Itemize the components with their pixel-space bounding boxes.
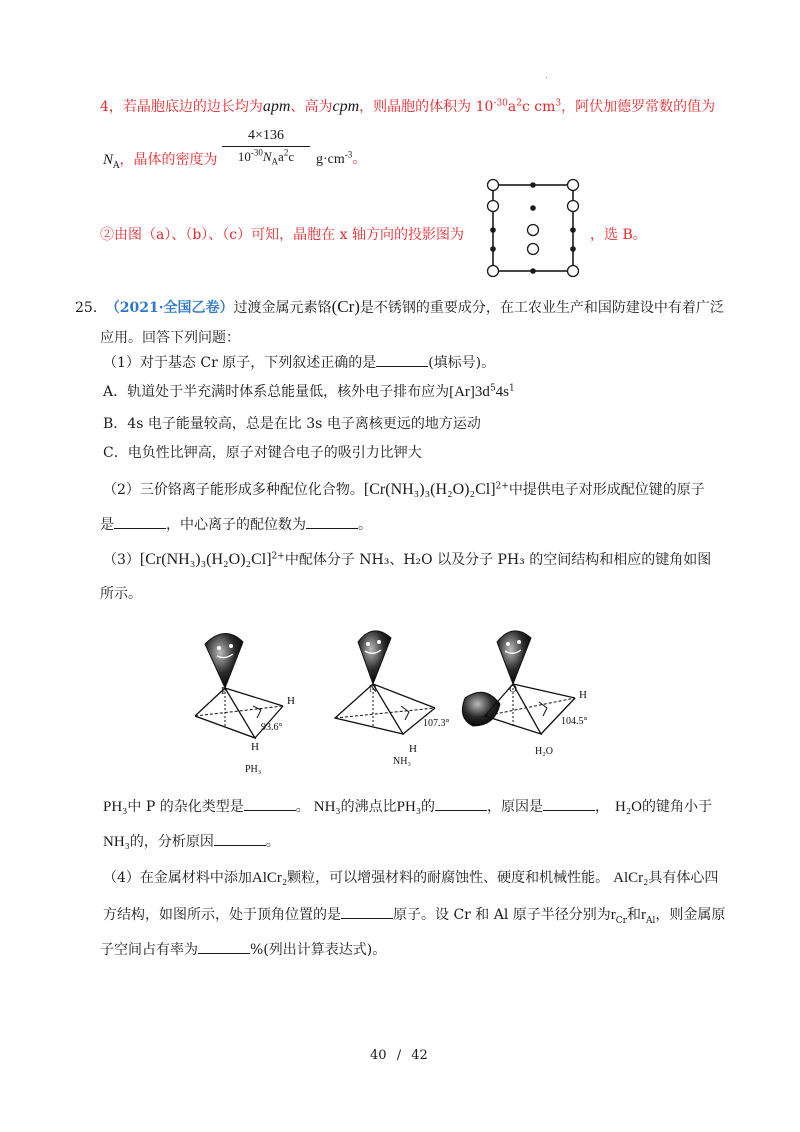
label-h-ph3-right: H bbox=[287, 695, 295, 707]
rcr-sub: Cr bbox=[615, 915, 627, 926]
label-p: P bbox=[221, 685, 228, 697]
p3q-k: 的键角小于 bbox=[641, 799, 712, 815]
p3q-i: ， bbox=[595, 799, 610, 815]
q25-source: （2021·全国乙卷） bbox=[105, 300, 234, 316]
complex-charge-2: 2+ bbox=[271, 551, 285, 562]
p2-blank1[interactable] bbox=[114, 515, 166, 529]
p4-blank1[interactable] bbox=[341, 905, 393, 919]
h2o-structure bbox=[462, 631, 575, 734]
label-h-h2o: H bbox=[579, 689, 587, 701]
den-d: c bbox=[288, 149, 295, 164]
item4-sep: 、高为 bbox=[290, 99, 333, 115]
p2-b: 中提供电子对形成配位键的原子 bbox=[508, 482, 705, 498]
a-exp: 2 bbox=[516, 98, 522, 109]
item2-end: ，选 B。 bbox=[590, 227, 647, 243]
alcr-formula: AlCr₂ bbox=[251, 870, 288, 886]
option-a-e1: 5 bbox=[489, 383, 496, 394]
option-a bbox=[103, 382, 515, 402]
label-ph3: PH₃ bbox=[245, 764, 262, 775]
p3q-c: 。 bbox=[295, 799, 310, 815]
molecule-figure bbox=[195, 626, 605, 776]
p3q-a: PH₃ bbox=[103, 799, 128, 815]
p4-c: 具有体心四 bbox=[648, 870, 719, 886]
p3q-g: 的 bbox=[421, 799, 436, 815]
option-c: C．电负性比钾高，原子对键合电子的吸引力比钾大 bbox=[103, 445, 422, 461]
c-cm: c cm bbox=[522, 99, 556, 115]
q25-stem-c: 应用。回答下列问题： bbox=[100, 330, 240, 346]
cm-exp: 3 bbox=[555, 98, 562, 109]
page-number bbox=[370, 1048, 428, 1063]
den-exp: -30 bbox=[250, 147, 263, 158]
projection-diagram bbox=[484, 177, 584, 279]
p4-blank2[interactable] bbox=[198, 940, 250, 954]
density-unit bbox=[316, 150, 366, 170]
p2-d: ，中心离子的配位数为 bbox=[166, 517, 306, 533]
den-b: N bbox=[262, 149, 272, 164]
q25-part3-q2 bbox=[103, 832, 280, 852]
q25-number: 25. bbox=[75, 300, 98, 316]
label-h2o: H₂O bbox=[535, 746, 553, 757]
item2-text-body: ②由图（a）、（b）、（c）可知，晶胞在 x 轴方向的投影图为 bbox=[100, 227, 464, 243]
option-a-cfg2: 4s bbox=[495, 384, 510, 400]
item4-mid: ，则晶胞的体积为 10 bbox=[359, 99, 494, 115]
label-angle-h2o: 104.5° bbox=[561, 716, 588, 727]
option-a-e2: 1 bbox=[509, 383, 515, 394]
p4-d: 方结构，如图所示，处于顶角位置的是 bbox=[103, 907, 341, 923]
q25-part2 bbox=[103, 480, 705, 500]
q25-part4-end bbox=[100, 940, 386, 960]
p3-blank4[interactable] bbox=[214, 832, 266, 846]
p3q-j: H₂O bbox=[615, 799, 642, 815]
p1-end: (填标号)。 bbox=[428, 355, 496, 371]
density-fraction bbox=[222, 128, 310, 165]
p4-b: 颗粒，可以增强材料的耐腐蚀性、硬度和机械性能。 bbox=[287, 870, 610, 886]
p2-c: 是 bbox=[100, 517, 114, 533]
option-b: B．4s 电子能量较高，总是在比 3s 电子离核更远的地方运动 bbox=[103, 416, 481, 432]
rcr: r bbox=[610, 907, 616, 923]
ral-sub: Al bbox=[646, 915, 656, 926]
p2-e: 。 bbox=[358, 517, 372, 533]
p3q-h: ，原因是 bbox=[487, 799, 544, 815]
item4-line bbox=[100, 97, 715, 117]
p3q-m: 的，分析原因 bbox=[129, 834, 214, 850]
q25-stem-a: 过渡金属元素铬 bbox=[233, 300, 332, 316]
p3-blank1[interactable] bbox=[244, 797, 296, 811]
fraction-denominator bbox=[222, 149, 310, 165]
p3q-n: 。 bbox=[265, 834, 280, 850]
q25-part3-q1 bbox=[103, 797, 712, 817]
p2-a: （2）三价铬离子能形成多种配位化合物。 bbox=[103, 482, 364, 498]
label-angle-ph3: 93.6° bbox=[261, 722, 283, 733]
q25-part2-cont bbox=[100, 515, 372, 535]
p3-blank2[interactable] bbox=[435, 797, 487, 811]
p4-h: 子空间占有率为 bbox=[100, 942, 198, 958]
p3-a: （3） bbox=[103, 552, 140, 568]
q25-stem-b: 是不锈钢的重要成分，在工农业生产和国防建设中有着广泛 bbox=[359, 300, 724, 316]
q25-part1 bbox=[103, 353, 495, 373]
p1-blank[interactable] bbox=[376, 353, 428, 367]
label-angle-nh3: 107.3° bbox=[423, 718, 450, 729]
label-nh3: NH₃ bbox=[393, 756, 411, 767]
p3-b: 中配体分子 NH₃、H₂O 以及分子 PH₃ 的空间结构和相应的键角如图 bbox=[284, 552, 712, 568]
option-a-cfg: [Ar]3d bbox=[449, 384, 490, 400]
na-line bbox=[103, 150, 218, 170]
page-current: 40 bbox=[370, 1048, 387, 1063]
cr-symbol: (Cr) bbox=[331, 297, 360, 316]
p4-g: ，则金属原 bbox=[655, 907, 726, 923]
p3q-b: 中 P 的杂化类型是 bbox=[127, 799, 244, 815]
p3q-e: 的沸点比 bbox=[340, 799, 397, 815]
q25-part3 bbox=[103, 550, 711, 570]
p4-e: 原子。设 Cr 和 Al 原子半径分别为 bbox=[393, 907, 611, 923]
page-total: 42 bbox=[411, 1048, 428, 1063]
den-a: 10 bbox=[237, 149, 251, 164]
item4-suffix: ，阿伏加德罗常数的值为 bbox=[561, 99, 716, 115]
den-c: a bbox=[278, 149, 284, 164]
complex-formula-2: [Cr(NH₃)₃(H₂O)₂Cl] bbox=[139, 551, 272, 568]
complex-formula: [Cr(NH₃)₃(H₂O)₂Cl] bbox=[363, 481, 496, 498]
unit-exp: -3 bbox=[344, 149, 353, 160]
q25-stem-line1 bbox=[75, 297, 724, 318]
unit-text: g·cm bbox=[316, 152, 345, 167]
label-h-ph3-bottom: H bbox=[251, 741, 259, 753]
alcr-formula-2: AlCr₂ bbox=[613, 870, 649, 886]
den-cexp: 2 bbox=[283, 147, 289, 158]
label-o: O bbox=[509, 683, 517, 695]
fraction-numerator: 4×136 bbox=[248, 128, 284, 143]
den-sub: A bbox=[271, 156, 279, 167]
p3-c: 所示。 bbox=[100, 586, 142, 602]
p3q-f: PH₃ bbox=[396, 799, 422, 815]
density-text: ，晶体的密度为 bbox=[119, 152, 218, 168]
label-n: N bbox=[369, 683, 377, 695]
nh3-structure bbox=[335, 631, 435, 734]
corner-mark: . bbox=[545, 70, 549, 81]
apm: apm bbox=[262, 98, 291, 115]
p2-blank2[interactable] bbox=[306, 515, 358, 529]
p3q-d: NH₃ bbox=[313, 799, 341, 815]
na-sub: A bbox=[113, 160, 120, 171]
p4-i: %(列出计算表达式)。 bbox=[250, 942, 387, 958]
ral: r bbox=[641, 907, 646, 923]
unit-end: 。 bbox=[352, 152, 367, 167]
p1-text: （1）对于基态 Cr 原子，下列叙述正确的是 bbox=[103, 355, 377, 371]
label-h-nh3: H bbox=[409, 743, 417, 755]
item2-text bbox=[100, 225, 464, 245]
p4-a: （4）在金属材料中添加 bbox=[103, 870, 252, 886]
q25-part4-cont bbox=[103, 905, 725, 925]
page-sep: / bbox=[396, 1048, 402, 1063]
p3q-l: NH₃ bbox=[103, 834, 130, 850]
option-a-text: A．轨道处于半充满时体系总能量低，核外电子排布应为 bbox=[103, 384, 450, 400]
item4-prefix: 4，若晶胞底边的边长均为 bbox=[100, 99, 263, 115]
cpm: cpm bbox=[332, 98, 360, 115]
p3-blank3[interactable] bbox=[543, 797, 595, 811]
p4-f: 和 bbox=[627, 907, 641, 923]
vol-unit: a bbox=[507, 99, 517, 115]
vol-exp: -30 bbox=[493, 98, 508, 109]
complex-charge: 2+ bbox=[495, 481, 509, 492]
q25-part4 bbox=[103, 868, 718, 888]
na-symbol: N bbox=[103, 152, 114, 168]
